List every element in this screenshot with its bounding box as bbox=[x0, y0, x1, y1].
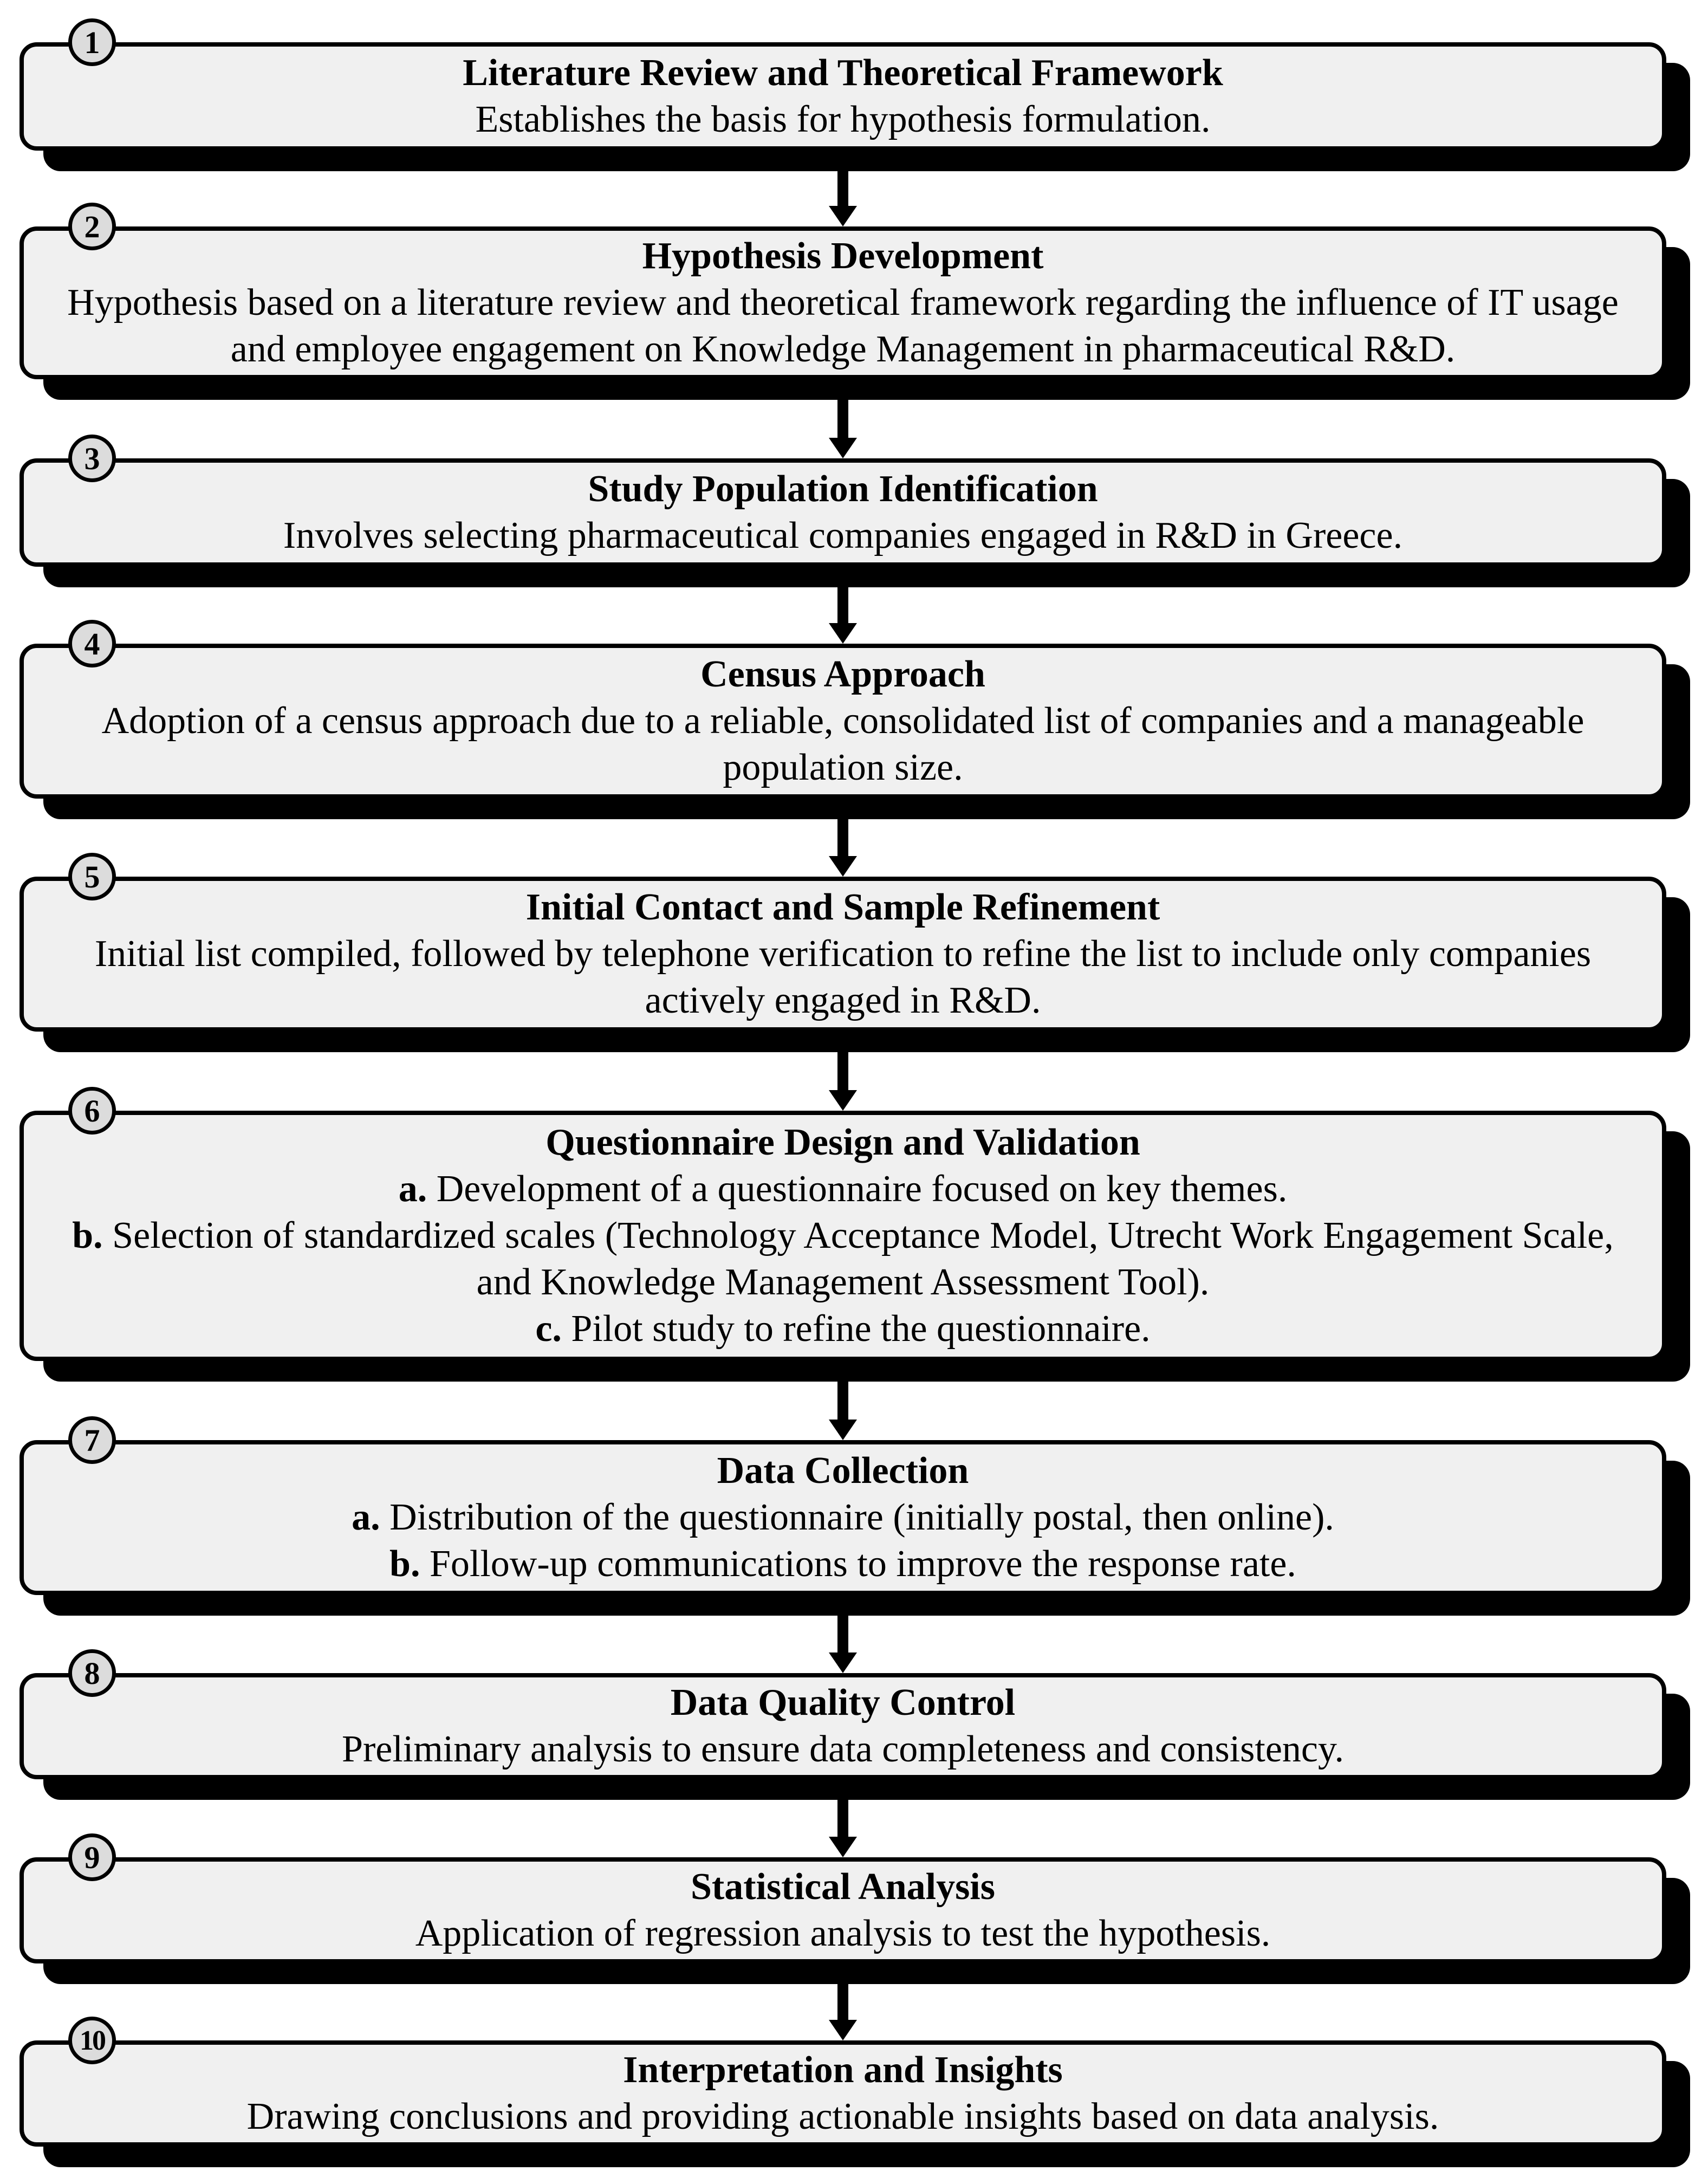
step-item bbox=[352, 1494, 1334, 1541]
flow-arrow bbox=[832, 1381, 854, 1440]
step-box bbox=[20, 458, 1666, 567]
step-item bbox=[389, 1541, 1296, 1587]
step-2 bbox=[20, 209, 1666, 379]
step-description: Initial list compiled, followed by telephone verification to refine the list to include only companies actively engaged in R&D. bbox=[94, 933, 1592, 1021]
step-item bbox=[399, 1166, 1288, 1213]
step-box bbox=[20, 42, 1666, 151]
step-title: Interpretation and Insights bbox=[623, 2049, 1063, 2091]
item-text: Follow-up communications to improve the response rate. bbox=[429, 1543, 1296, 1585]
item-text: Distribution of the questionnaire (initially postal, then online). bbox=[389, 1496, 1334, 1538]
step-description: Preliminary analysis to ensure data completeness and consistency. bbox=[342, 1728, 1344, 1770]
step-box bbox=[20, 1673, 1666, 1779]
step-title: Census Approach bbox=[700, 653, 985, 695]
step-number-badge: 9 bbox=[68, 1833, 116, 1881]
flow-arrow bbox=[832, 1612, 854, 1673]
step-number-badge: 8 bbox=[68, 1649, 116, 1697]
step-9 bbox=[20, 1839, 1666, 1963]
step-10 bbox=[20, 2025, 1666, 2147]
step-title: Study Population Identification bbox=[588, 468, 1098, 510]
step-box bbox=[20, 1857, 1666, 1963]
item-prefix: c. bbox=[535, 1308, 562, 1350]
step-description: Establishes the basis for hypothesis formulation. bbox=[475, 99, 1211, 140]
step-number-badge: 3 bbox=[68, 435, 116, 482]
step-number-badge: 4 bbox=[68, 620, 116, 667]
step-title: Questionnaire Design and Validation bbox=[545, 1122, 1140, 1163]
step-box bbox=[20, 1440, 1666, 1595]
step-3 bbox=[20, 440, 1666, 567]
step-5 bbox=[20, 859, 1666, 1032]
item-prefix: b. bbox=[72, 1215, 103, 1256]
step-number-badge: 10 bbox=[68, 2017, 116, 2064]
item-text: Pilot study to refine the questionnaire. bbox=[571, 1308, 1151, 1350]
step-1 bbox=[20, 24, 1666, 151]
step-box bbox=[20, 644, 1666, 799]
step-title: Statistical Analysis bbox=[690, 1866, 996, 1908]
item-text: Selection of standardized scales (Technology Acceptance Model, Utrecht Work Engagement Scale, and Knowledge Management Assessment Tool). bbox=[112, 1215, 1614, 1303]
item-text: Development of a questionnaire focused on key themes. bbox=[436, 1168, 1288, 1210]
step-7 bbox=[20, 1422, 1666, 1595]
flow-arrow bbox=[832, 1050, 854, 1111]
flow-arrow bbox=[832, 398, 854, 458]
step-number-badge: 5 bbox=[68, 853, 116, 900]
step-description: Adoption of a census approach due to a reliable, consolidated list of companies and a manageable population size. bbox=[101, 700, 1584, 788]
flow-arrow bbox=[832, 1981, 854, 2040]
step-6 bbox=[20, 1093, 1666, 1361]
step-number-badge: 2 bbox=[68, 203, 116, 250]
step-description: Drawing conclusions and providing actionable insights based on data analysis. bbox=[246, 2096, 1439, 2137]
item-prefix: a. bbox=[352, 1496, 380, 1538]
step-8 bbox=[20, 1655, 1666, 1779]
flow-arrow bbox=[832, 817, 854, 877]
step-title: Data Collection bbox=[717, 1450, 969, 1492]
step-title: Initial Contact and Sample Refinement bbox=[525, 886, 1160, 928]
step-title: Literature Review and Theoretical Framework bbox=[463, 52, 1223, 94]
step-item bbox=[535, 1306, 1150, 1352]
step-description: Involves selecting pharmaceutical companies engaged in R&D in Greece. bbox=[283, 515, 1403, 556]
step-description: Hypothesis based on a literature review and theoretical framework regarding the influence of IT usage and employee engagement on Knowledge Management in pharmaceutical R&D. bbox=[67, 282, 1619, 370]
step-item bbox=[56, 1213, 1629, 1306]
step-box bbox=[20, 877, 1666, 1032]
step-box bbox=[20, 2040, 1666, 2147]
item-prefix: a. bbox=[398, 1168, 427, 1210]
step-box bbox=[20, 226, 1666, 379]
flow-arrow bbox=[832, 168, 854, 226]
step-title: Hypothesis Development bbox=[642, 235, 1044, 277]
step-number-badge: 6 bbox=[68, 1087, 116, 1135]
step-number-badge: 1 bbox=[68, 18, 116, 66]
item-prefix: b. bbox=[389, 1543, 420, 1585]
step-description: Application of regression analysis to test the hypothesis. bbox=[415, 1913, 1271, 1954]
flow-arrow bbox=[832, 584, 854, 644]
flow-arrow bbox=[832, 1798, 854, 1857]
step-4 bbox=[20, 626, 1666, 799]
step-title: Data Quality Control bbox=[670, 1682, 1016, 1723]
step-number-badge: 7 bbox=[68, 1416, 116, 1464]
step-box bbox=[20, 1111, 1666, 1361]
